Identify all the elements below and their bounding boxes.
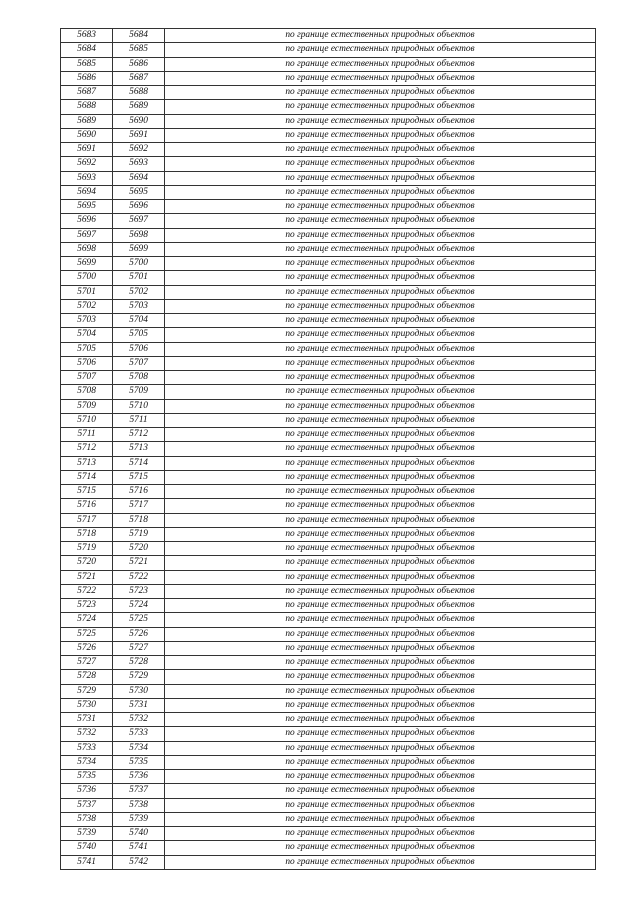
point-to-cell: 5699 xyxy=(113,242,165,256)
boundary-description-cell: по границе естественных природных объектов xyxy=(165,755,596,769)
table-row xyxy=(61,741,596,755)
table-row xyxy=(61,784,596,798)
point-to-cell: 5705 xyxy=(113,328,165,342)
point-from-cell: 5717 xyxy=(61,513,113,527)
boundary-description-cell: по границе естественных природных объектов xyxy=(165,841,596,855)
point-from-cell: 5716 xyxy=(61,499,113,513)
boundary-description-cell: по границе естественных природных объектов xyxy=(165,200,596,214)
point-from-cell: 5736 xyxy=(61,784,113,798)
point-to-cell: 5720 xyxy=(113,542,165,556)
point-to-cell: 5724 xyxy=(113,599,165,613)
point-from-cell: 5728 xyxy=(61,670,113,684)
point-to-cell: 5708 xyxy=(113,371,165,385)
boundary-description-cell: по границе естественных природных объектов xyxy=(165,556,596,570)
point-from-cell: 5685 xyxy=(61,57,113,71)
point-from-cell: 5710 xyxy=(61,413,113,427)
point-from-cell: 5741 xyxy=(61,855,113,869)
table-row xyxy=(61,599,596,613)
point-to-cell: 5707 xyxy=(113,356,165,370)
point-to-cell: 5721 xyxy=(113,556,165,570)
table-row xyxy=(61,214,596,228)
point-from-cell: 5719 xyxy=(61,542,113,556)
table-row xyxy=(61,413,596,427)
point-from-cell: 5709 xyxy=(61,399,113,413)
boundary-description-cell: по границе естественных природных объектов xyxy=(165,855,596,869)
table-row xyxy=(61,257,596,271)
boundary-description-cell: по границе естественных природных объектов xyxy=(165,698,596,712)
point-to-cell: 5691 xyxy=(113,128,165,142)
point-from-cell: 5694 xyxy=(61,185,113,199)
point-from-cell: 5727 xyxy=(61,656,113,670)
table-row xyxy=(61,86,596,100)
boundary-description-cell: по границе естественных природных объектов xyxy=(165,470,596,484)
table-row xyxy=(61,371,596,385)
point-from-cell: 5699 xyxy=(61,257,113,271)
boundary-description-cell: по границе естественных природных объектов xyxy=(165,114,596,128)
point-to-cell: 5719 xyxy=(113,527,165,541)
point-to-cell: 5714 xyxy=(113,456,165,470)
boundary-description-cell: по границе естественных природных объектов xyxy=(165,228,596,242)
point-to-cell: 5737 xyxy=(113,784,165,798)
point-to-cell: 5734 xyxy=(113,741,165,755)
point-from-cell: 5704 xyxy=(61,328,113,342)
point-to-cell: 5698 xyxy=(113,228,165,242)
table-row xyxy=(61,328,596,342)
boundary-description-cell: по границе естественных природных объектов xyxy=(165,599,596,613)
table-row xyxy=(61,485,596,499)
point-to-cell: 5710 xyxy=(113,399,165,413)
point-to-cell: 5738 xyxy=(113,798,165,812)
boundary-description-cell: по границе естественных природных объектов xyxy=(165,428,596,442)
point-from-cell: 5703 xyxy=(61,314,113,328)
boundary-description-cell: по границе естественных природных объектов xyxy=(165,684,596,698)
boundary-description-cell: по границе естественных природных объектов xyxy=(165,812,596,826)
boundary-description-cell: по границе естественных природных объектов xyxy=(165,143,596,157)
table-row xyxy=(61,456,596,470)
table-row xyxy=(61,228,596,242)
point-to-cell: 5700 xyxy=(113,257,165,271)
boundary-description-cell: по границе естественных природных объектов xyxy=(165,456,596,470)
table-row xyxy=(61,570,596,584)
point-to-cell: 5736 xyxy=(113,770,165,784)
point-from-cell: 5707 xyxy=(61,371,113,385)
table-row xyxy=(61,499,596,513)
point-to-cell: 5701 xyxy=(113,271,165,285)
point-to-cell: 5687 xyxy=(113,71,165,85)
point-to-cell: 5733 xyxy=(113,727,165,741)
point-from-cell: 5726 xyxy=(61,641,113,655)
boundary-description-cell: по границе естественных природных объектов xyxy=(165,513,596,527)
point-from-cell: 5693 xyxy=(61,171,113,185)
point-to-cell: 5695 xyxy=(113,185,165,199)
table-row xyxy=(61,128,596,142)
table-row xyxy=(61,827,596,841)
point-from-cell: 5722 xyxy=(61,584,113,598)
boundary-description-cell: по границе естественных природных объектов xyxy=(165,257,596,271)
boundary-description-cell: по границе естественных природных объектов xyxy=(165,570,596,584)
boundary-description-cell: по границе естественных природных объектов xyxy=(165,100,596,114)
point-from-cell: 5698 xyxy=(61,242,113,256)
point-to-cell: 5685 xyxy=(113,43,165,57)
table-row xyxy=(61,798,596,812)
table-row xyxy=(61,584,596,598)
table-row xyxy=(61,314,596,328)
table-row xyxy=(61,271,596,285)
point-from-cell: 5702 xyxy=(61,299,113,313)
table-row xyxy=(61,527,596,541)
point-from-cell: 5683 xyxy=(61,29,113,43)
boundary-description-cell: по границе естественных природных объектов xyxy=(165,356,596,370)
point-from-cell: 5705 xyxy=(61,342,113,356)
point-to-cell: 5686 xyxy=(113,57,165,71)
point-from-cell: 5733 xyxy=(61,741,113,755)
table-row xyxy=(61,428,596,442)
boundary-description-cell: по границе естественных природных объектов xyxy=(165,499,596,513)
point-to-cell: 5706 xyxy=(113,342,165,356)
point-from-cell: 5723 xyxy=(61,599,113,613)
point-to-cell: 5692 xyxy=(113,143,165,157)
point-from-cell: 5738 xyxy=(61,812,113,826)
boundary-description-cell: по границе естественных природных объектов xyxy=(165,314,596,328)
table-row xyxy=(61,285,596,299)
point-from-cell: 5692 xyxy=(61,157,113,171)
boundary-description-cell: по границе естественных природных объектов xyxy=(165,242,596,256)
boundary-description-cell: по границе естественных природных объектов xyxy=(165,185,596,199)
table-row xyxy=(61,29,596,43)
point-from-cell: 5696 xyxy=(61,214,113,228)
boundary-description-cell: по границе естественных природных объектов xyxy=(165,57,596,71)
point-to-cell: 5716 xyxy=(113,485,165,499)
table-row xyxy=(61,698,596,712)
point-from-cell: 5690 xyxy=(61,128,113,142)
table-row xyxy=(61,770,596,784)
table-row xyxy=(61,470,596,484)
table-row xyxy=(61,242,596,256)
point-from-cell: 5687 xyxy=(61,86,113,100)
point-to-cell: 5723 xyxy=(113,584,165,598)
boundary-description-cell: по границе естественных природных объектов xyxy=(165,641,596,655)
table-row xyxy=(61,513,596,527)
point-to-cell: 5688 xyxy=(113,86,165,100)
point-to-cell: 5693 xyxy=(113,157,165,171)
table-row xyxy=(61,613,596,627)
boundary-description-cell: по границе естественных природных объектов xyxy=(165,656,596,670)
point-from-cell: 5712 xyxy=(61,442,113,456)
boundary-description-cell: по границе естественных природных объектов xyxy=(165,342,596,356)
boundary-description-cell: по границе естественных природных объектов xyxy=(165,613,596,627)
point-from-cell: 5721 xyxy=(61,570,113,584)
point-to-cell: 5732 xyxy=(113,713,165,727)
point-to-cell: 5730 xyxy=(113,684,165,698)
point-to-cell: 5717 xyxy=(113,499,165,513)
table-row xyxy=(61,442,596,456)
point-from-cell: 5697 xyxy=(61,228,113,242)
table-row xyxy=(61,342,596,356)
table-row xyxy=(61,684,596,698)
boundary-description-cell: по границе естественных природных объектов xyxy=(165,299,596,313)
boundary-description-cell: по границе естественных природных объектов xyxy=(165,128,596,142)
point-from-cell: 5713 xyxy=(61,456,113,470)
table-row xyxy=(61,656,596,670)
point-to-cell: 5740 xyxy=(113,827,165,841)
point-from-cell: 5695 xyxy=(61,200,113,214)
point-from-cell: 5684 xyxy=(61,43,113,57)
point-to-cell: 5741 xyxy=(113,841,165,855)
boundary-description-cell: по границе естественных природных объектов xyxy=(165,399,596,413)
point-to-cell: 5718 xyxy=(113,513,165,527)
table-row xyxy=(61,185,596,199)
point-to-cell: 5704 xyxy=(113,314,165,328)
point-from-cell: 5718 xyxy=(61,527,113,541)
boundary-description-cell: по границе естественных природных объектов xyxy=(165,627,596,641)
point-to-cell: 5697 xyxy=(113,214,165,228)
table-row xyxy=(61,57,596,71)
boundary-table xyxy=(60,28,596,870)
boundary-description-cell: по границе естественных природных объектов xyxy=(165,29,596,43)
table-row xyxy=(61,157,596,171)
point-from-cell: 5724 xyxy=(61,613,113,627)
table-row xyxy=(61,542,596,556)
point-from-cell: 5708 xyxy=(61,385,113,399)
boundary-description-cell: по границе естественных природных объектов xyxy=(165,542,596,556)
point-to-cell: 5735 xyxy=(113,755,165,769)
boundary-description-cell: по границе естественных природных объектов xyxy=(165,727,596,741)
point-from-cell: 5688 xyxy=(61,100,113,114)
boundary-description-cell: по границе естественных природных объектов xyxy=(165,442,596,456)
boundary-description-cell: по границе естественных природных объектов xyxy=(165,86,596,100)
point-from-cell: 5686 xyxy=(61,71,113,85)
boundary-description-cell: по границе естественных природных объектов xyxy=(165,784,596,798)
table-row xyxy=(61,855,596,869)
boundary-description-cell: по границе естественных природных объектов xyxy=(165,157,596,171)
point-from-cell: 5689 xyxy=(61,114,113,128)
point-to-cell: 5739 xyxy=(113,812,165,826)
point-from-cell: 5725 xyxy=(61,627,113,641)
boundary-description-cell: по границе естественных природных объектов xyxy=(165,285,596,299)
point-to-cell: 5702 xyxy=(113,285,165,299)
point-from-cell: 5715 xyxy=(61,485,113,499)
point-to-cell: 5703 xyxy=(113,299,165,313)
boundary-description-cell: по границе естественных природных объектов xyxy=(165,413,596,427)
point-from-cell: 5739 xyxy=(61,827,113,841)
table-row xyxy=(61,385,596,399)
table-row xyxy=(61,841,596,855)
boundary-description-cell: по границе естественных природных объектов xyxy=(165,171,596,185)
point-from-cell: 5700 xyxy=(61,271,113,285)
boundary-description-cell: по границе естественных природных объектов xyxy=(165,271,596,285)
table-row xyxy=(61,641,596,655)
document-page xyxy=(60,28,595,870)
point-from-cell: 5729 xyxy=(61,684,113,698)
point-to-cell: 5728 xyxy=(113,656,165,670)
table-row xyxy=(61,727,596,741)
boundary-description-cell: по границе естественных природных объектов xyxy=(165,584,596,598)
point-from-cell: 5740 xyxy=(61,841,113,855)
table-row xyxy=(61,755,596,769)
boundary-description-cell: по границе естественных природных объектов xyxy=(165,485,596,499)
point-to-cell: 5715 xyxy=(113,470,165,484)
table-row xyxy=(61,200,596,214)
point-to-cell: 5742 xyxy=(113,855,165,869)
boundary-description-cell: по границе естественных природных объектов xyxy=(165,385,596,399)
point-to-cell: 5689 xyxy=(113,100,165,114)
boundary-description-cell: по границе естественных природных объектов xyxy=(165,798,596,812)
table-row xyxy=(61,43,596,57)
table-row xyxy=(61,670,596,684)
point-to-cell: 5694 xyxy=(113,171,165,185)
table-row xyxy=(61,627,596,641)
point-to-cell: 5727 xyxy=(113,641,165,655)
boundary-description-cell: по границе естественных природных объектов xyxy=(165,741,596,755)
point-to-cell: 5711 xyxy=(113,413,165,427)
point-to-cell: 5722 xyxy=(113,570,165,584)
point-from-cell: 5732 xyxy=(61,727,113,741)
point-from-cell: 5711 xyxy=(61,428,113,442)
boundary-table-body xyxy=(61,29,596,870)
boundary-description-cell: по границе естественных природных объектов xyxy=(165,670,596,684)
boundary-description-cell: по границе естественных природных объектов xyxy=(165,827,596,841)
table-row xyxy=(61,556,596,570)
table-row xyxy=(61,143,596,157)
point-to-cell: 5690 xyxy=(113,114,165,128)
boundary-description-cell: по границе естественных природных объектов xyxy=(165,371,596,385)
point-from-cell: 5735 xyxy=(61,770,113,784)
point-from-cell: 5720 xyxy=(61,556,113,570)
point-to-cell: 5713 xyxy=(113,442,165,456)
boundary-description-cell: по границе естественных природных объектов xyxy=(165,713,596,727)
boundary-description-cell: по границе естественных природных объектов xyxy=(165,43,596,57)
table-row xyxy=(61,299,596,313)
table-row xyxy=(61,114,596,128)
point-from-cell: 5706 xyxy=(61,356,113,370)
point-from-cell: 5701 xyxy=(61,285,113,299)
boundary-description-cell: по границе естественных природных объектов xyxy=(165,71,596,85)
point-to-cell: 5729 xyxy=(113,670,165,684)
point-to-cell: 5725 xyxy=(113,613,165,627)
table-row xyxy=(61,71,596,85)
boundary-description-cell: по границе естественных природных объектов xyxy=(165,328,596,342)
table-row xyxy=(61,713,596,727)
point-from-cell: 5691 xyxy=(61,143,113,157)
point-to-cell: 5712 xyxy=(113,428,165,442)
point-from-cell: 5714 xyxy=(61,470,113,484)
table-row xyxy=(61,399,596,413)
point-from-cell: 5737 xyxy=(61,798,113,812)
boundary-description-cell: по границе естественных природных объектов xyxy=(165,527,596,541)
table-row xyxy=(61,171,596,185)
point-to-cell: 5709 xyxy=(113,385,165,399)
point-to-cell: 5696 xyxy=(113,200,165,214)
point-to-cell: 5726 xyxy=(113,627,165,641)
table-row xyxy=(61,356,596,370)
point-from-cell: 5730 xyxy=(61,698,113,712)
boundary-description-cell: по границе естественных природных объектов xyxy=(165,214,596,228)
table-row xyxy=(61,100,596,114)
table-row xyxy=(61,812,596,826)
point-from-cell: 5734 xyxy=(61,755,113,769)
point-from-cell: 5731 xyxy=(61,713,113,727)
point-to-cell: 5731 xyxy=(113,698,165,712)
boundary-description-cell: по границе естественных природных объектов xyxy=(165,770,596,784)
point-to-cell: 5684 xyxy=(113,29,165,43)
